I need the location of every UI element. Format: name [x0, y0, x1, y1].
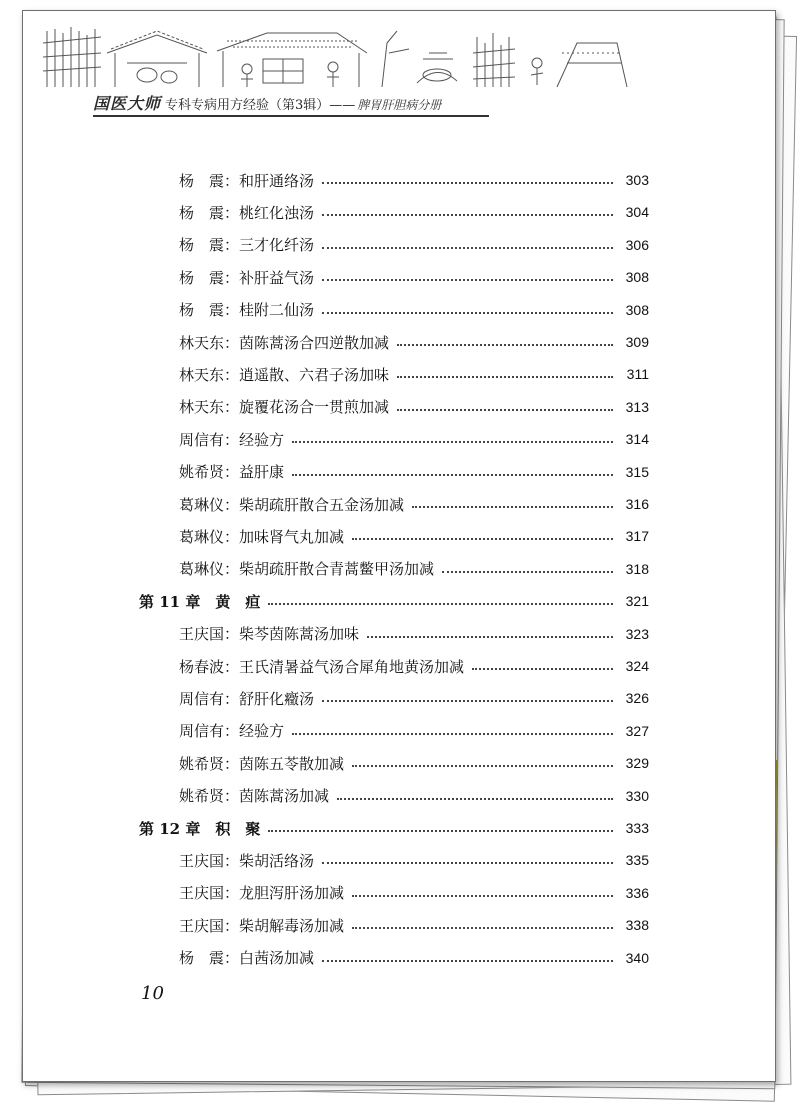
toc-entry-row[interactable]	[179, 784, 649, 808]
toc-entry-row[interactable]	[179, 492, 649, 516]
toc-entry-row[interactable]	[179, 848, 649, 872]
toc-entry-author: 杨 震：	[179, 301, 240, 320]
page-number-folio: 10	[141, 983, 164, 1004]
toc-entry-author: 姚希贤：	[179, 787, 240, 806]
toc-entry-row[interactable]	[179, 654, 649, 678]
toc-page-number: 327	[625, 722, 649, 739]
toc-dot-leader	[337, 798, 613, 800]
header-rule	[93, 115, 489, 117]
toc-chapter-title: 第 12 章 积 聚	[139, 819, 261, 838]
toc-entry-row[interactable]	[179, 330, 649, 354]
toc-entry-author: 葛琳仪：	[179, 560, 240, 579]
toc-entry-author: 林天东：	[179, 333, 240, 352]
toc-entry-title: 茵陈五苓散加减	[239, 754, 345, 773]
toc-dot-leader	[268, 603, 613, 605]
toc-entry-author: 姚希贤：	[179, 754, 240, 773]
toc-page-number: 317	[625, 528, 649, 545]
toc-entry-title: 舒肝化癥汤	[239, 689, 315, 708]
toc-page-number: 330	[625, 787, 649, 804]
toc-entry-author: 杨春波：	[179, 657, 240, 676]
toc-chapter-row[interactable]	[139, 589, 649, 613]
toc-page-number: 309	[625, 334, 649, 350]
toc-entry-row[interactable]	[179, 168, 649, 192]
toc-entry-row[interactable]	[179, 395, 649, 419]
toc-entry-author: 王庆国：	[179, 884, 240, 903]
toc-entry-title: 桂附二仙汤	[239, 301, 315, 320]
toc-dot-leader	[352, 765, 613, 767]
toc-page-number: 311	[626, 366, 649, 383]
toc-entry-title: 三才化纤汤	[239, 236, 315, 255]
running-header	[23, 11, 775, 121]
toc-page-number: 315	[625, 463, 649, 480]
toc-entry-author: 周信有：	[179, 430, 240, 449]
toc-chapter-row[interactable]	[139, 816, 649, 840]
toc-entry-author: 周信有：	[179, 689, 240, 708]
toc-entry-title: 加味肾气丸加减	[239, 527, 345, 546]
toc-page-number: 316	[625, 496, 649, 512]
toc-entry-author: 王庆国：	[179, 851, 240, 870]
toc-entry-author: 林天东：	[179, 398, 240, 417]
toc-entry-title: 补肝益气汤	[239, 268, 315, 287]
toc-page-number: 329	[625, 755, 649, 772]
toc-entry-author: 杨 震：	[179, 949, 240, 968]
toc-page-number: 313	[625, 398, 649, 415]
header-title	[93, 91, 441, 113]
toc-page-number: 340	[625, 949, 649, 966]
toc-entry-row[interactable]	[179, 719, 649, 743]
toc-entry-title: 龙胆泻肝汤加减	[239, 884, 345, 903]
toc-entry-title: 经验方	[239, 430, 285, 449]
toc-page-number: 324	[625, 658, 649, 674]
toc-entry-row[interactable]	[179, 686, 649, 710]
toc-dot-leader	[352, 538, 613, 540]
toc-page-number: 321	[625, 593, 649, 610]
toc-entry-title: 逍遥散、六君子汤加味	[239, 365, 390, 384]
toc-entry-author: 姚希贤：	[179, 463, 240, 482]
toc-entry-author: 林天东：	[179, 365, 240, 384]
book-page	[22, 10, 776, 1082]
toc-entry-title: 益肝康	[239, 463, 285, 482]
toc-entry-row[interactable]	[179, 200, 649, 224]
toc-dot-leader	[322, 247, 613, 249]
toc-dot-leader	[352, 927, 613, 929]
toc-entry-row[interactable]	[179, 233, 649, 257]
toc-page-number: 318	[625, 560, 649, 577]
toc-dot-leader	[322, 214, 613, 216]
toc-page-number: 326	[625, 690, 649, 707]
toc-entry-row[interactable]	[179, 460, 649, 484]
toc-entry-title: 白茜汤加减	[239, 949, 315, 968]
volume-title: 脾胃肝胆病分册	[357, 98, 442, 112]
toc-page-number: 338	[625, 917, 649, 934]
toc-dot-leader	[268, 830, 613, 832]
toc-entry-row[interactable]	[179, 427, 649, 451]
toc-page-number: 314	[625, 431, 649, 448]
toc-dot-leader	[322, 960, 613, 962]
toc-entry-title: 经验方	[239, 722, 285, 741]
toc-entry-row[interactable]	[179, 913, 649, 937]
toc-dot-leader	[442, 571, 613, 573]
toc-entry-row[interactable]	[179, 265, 649, 289]
toc-dot-leader	[322, 182, 613, 184]
toc-page-number: 303	[625, 172, 649, 188]
series-title: 国医大师	[93, 94, 162, 113]
toc-entry-author: 杨 震：	[179, 268, 240, 287]
toc-entry-title: 柴胡疏肝散合五金汤加减	[239, 495, 405, 514]
toc-dot-leader	[322, 312, 613, 314]
toc-dot-leader	[322, 862, 613, 864]
toc-page-number: 336	[625, 884, 649, 901]
toc-entry-title: 旋覆花汤合一贯煎加减	[239, 398, 390, 417]
toc-page-number: 335	[625, 852, 649, 869]
toc-entry-row[interactable]	[179, 557, 649, 581]
toc-entry-row[interactable]	[179, 751, 649, 775]
toc-page-number: 306	[625, 236, 649, 253]
toc-entry-row[interactable]	[179, 622, 649, 646]
toc-entry-author: 杨 震：	[179, 171, 240, 190]
toc-entry-title: 桃红化浊汤	[239, 203, 315, 222]
toc-entry-row[interactable]	[179, 881, 649, 905]
header-sketch-illustration	[37, 23, 637, 93]
book-subtitle: 专科专病用方经验（第3辑）——	[165, 98, 356, 113]
toc-entry-title: 柴胡活络汤	[239, 851, 315, 870]
toc-entry-title: 茵陈蒿汤合四逆散加减	[239, 333, 390, 352]
toc-entry-title: 柴芩茵陈蒿汤加味	[239, 625, 360, 644]
toc-dot-leader	[397, 409, 613, 411]
toc-entry-title: 柴胡解毒汤加减	[239, 916, 345, 935]
toc-entry-row[interactable]	[179, 298, 649, 322]
toc-dot-leader	[292, 474, 613, 476]
toc-dot-leader	[472, 668, 613, 670]
toc-entry-author: 周信有：	[179, 722, 240, 741]
toc-entry-row[interactable]	[179, 946, 649, 970]
toc-entry-title: 王氏清暑益气汤合犀角地黄汤加减	[239, 657, 465, 676]
toc-page-number: 308	[625, 269, 649, 286]
toc-entry-author: 葛琳仪：	[179, 527, 240, 546]
toc-dot-leader	[397, 376, 613, 378]
toc-entry-title: 茵陈蒿汤加减	[239, 787, 330, 806]
toc-dot-leader	[412, 506, 613, 508]
toc-entry-author: 杨 震：	[179, 203, 240, 222]
toc-chapter-title: 第 11 章 黄 疸	[139, 592, 261, 611]
toc-dot-leader	[367, 636, 613, 638]
toc-entry-author: 王庆国：	[179, 916, 240, 935]
toc-dot-leader	[322, 700, 613, 702]
toc-dot-leader	[322, 279, 613, 281]
toc-entry-author: 王庆国：	[179, 625, 240, 644]
toc-page-number: 304	[625, 204, 649, 221]
toc-dot-leader	[397, 344, 613, 346]
toc-entry-author: 葛琳仪：	[179, 495, 240, 514]
toc-entry-row[interactable]	[179, 524, 649, 548]
toc-page-number: 333	[625, 820, 649, 836]
toc-page-number: 323	[625, 625, 649, 642]
toc-entry-row[interactable]	[179, 362, 649, 386]
toc-page-number: 308	[625, 301, 649, 318]
toc-dot-leader	[292, 733, 613, 735]
toc-entry-title: 柴胡疏肝散合青蒿鳖甲汤加减	[239, 560, 435, 579]
toc-dot-leader	[292, 441, 613, 443]
toc-dot-leader	[352, 895, 613, 897]
toc-entry-title: 和肝通络汤	[239, 171, 315, 190]
toc-entry-author: 杨 震：	[179, 236, 240, 255]
